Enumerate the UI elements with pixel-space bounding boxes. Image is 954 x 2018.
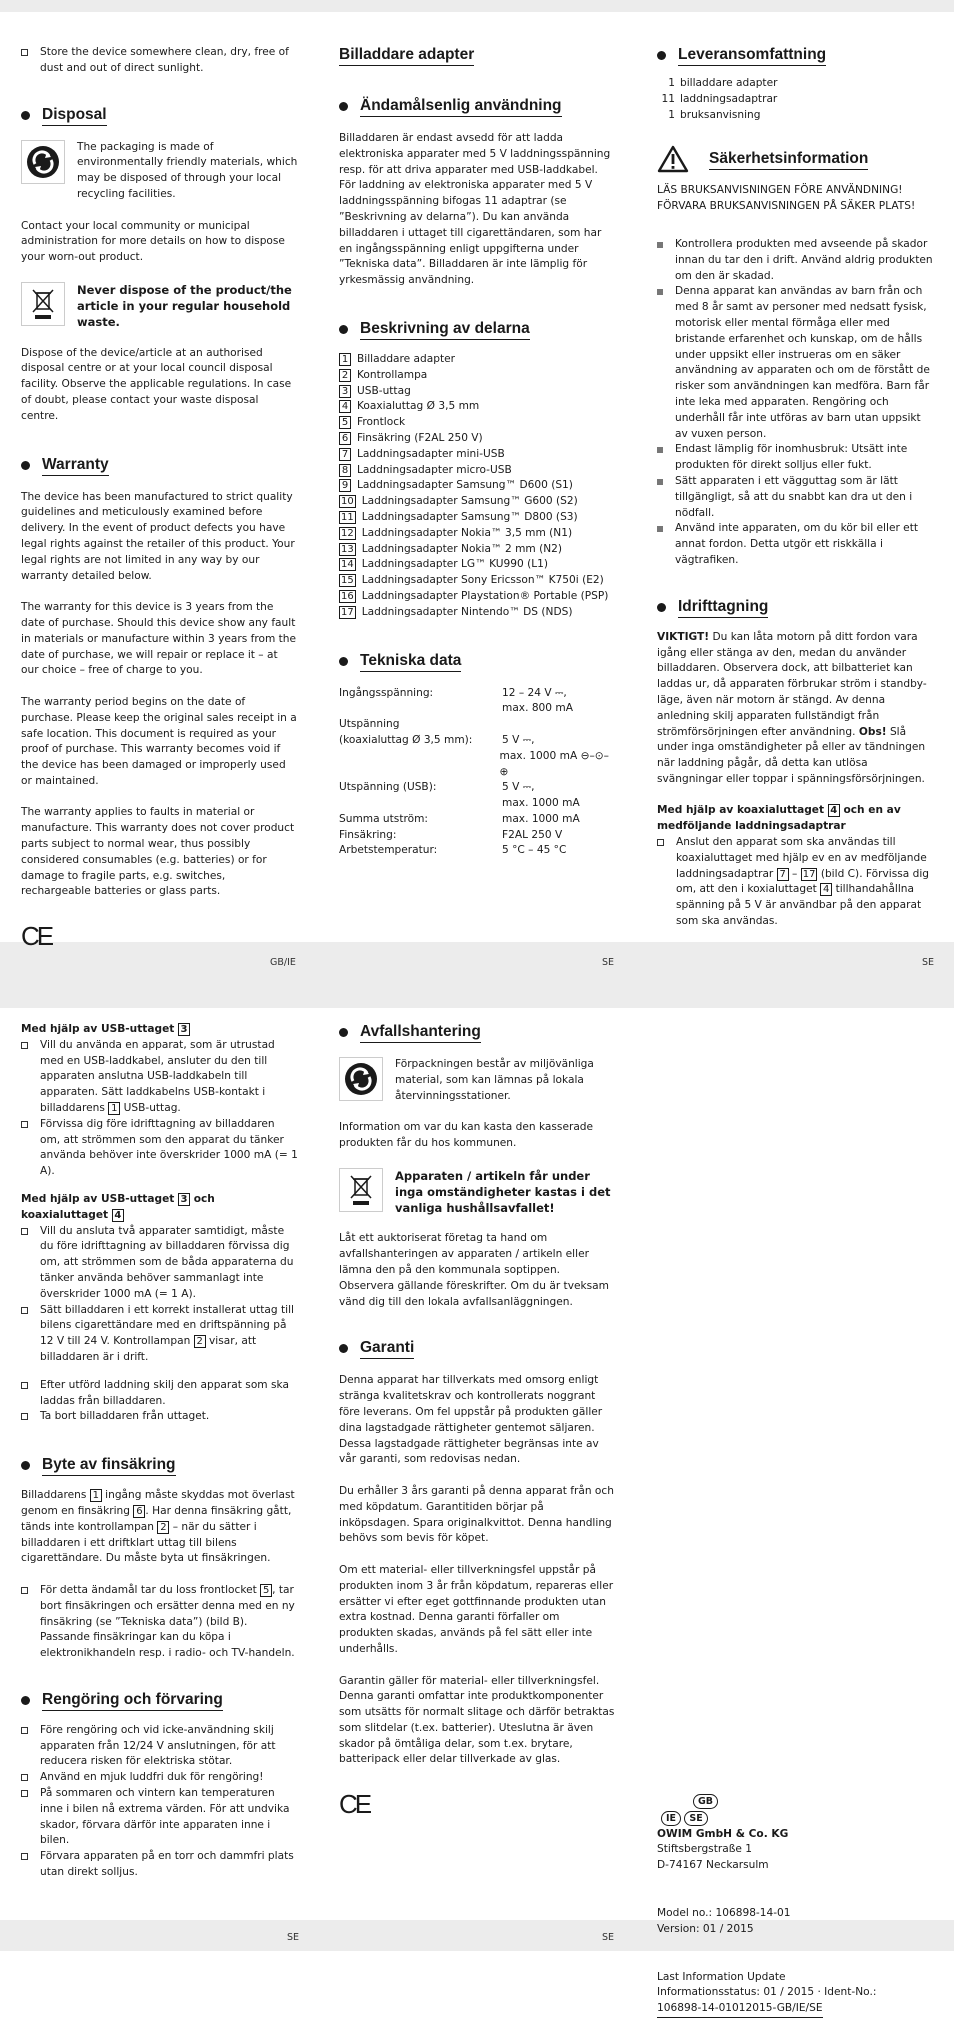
square-bullet (657, 526, 663, 532)
list-item (21, 1038, 298, 1117)
checkbox-bullet (21, 1121, 28, 1128)
checkbox-bullet (21, 1727, 28, 1734)
safety-item (657, 474, 934, 521)
part-row (339, 478, 616, 494)
section-heading (339, 651, 616, 672)
part-row (339, 352, 616, 368)
info-status: Informationsstatus: 01 / 2015 · Ident-No.: (657, 1986, 877, 1999)
section-heading (339, 96, 616, 117)
ident-number: 106898-14-01012015-GB/IE/SE (657, 2001, 823, 2018)
weee-row (21, 282, 298, 330)
list-item (21, 1378, 298, 1410)
delivery-qty: 1 (668, 77, 675, 89)
ce-mark: CE (21, 921, 52, 952)
disposal-text: The packaging is made of environmentally friendly materials, which may be disposed of through your local recycling facilities. (77, 140, 298, 200)
checkbox-bullet (657, 839, 664, 846)
part-number-badge: 16 (341, 590, 354, 602)
checkbox-bullet (21, 1228, 28, 1235)
part-row (339, 431, 616, 447)
delivery-label: bruksanvisning (680, 108, 761, 121)
part-number-badge: 17 (802, 868, 816, 880)
list-item (21, 1303, 298, 1366)
safety-item (657, 521, 934, 568)
tech-row (339, 796, 616, 812)
safety-text: Denna apparat kan användas av barn från och med 8 år samt av personer med nedsatt fysisk, motorisk eller mental förmåga eller med bristande erfarenhet och kunskap, om de hålls under uppsikt eller instrueras om en säker användning av apparaten och om de förstått de risker som användningen kan medföra. Barn får inte leka med apparaten. Rengöring och underhåll får inte utföras av barn utan uppsikt av vuxen person. (675, 285, 930, 440)
part-number-badge: 6 (133, 1505, 145, 1518)
cleaning-text: Före rengöring och vid icke-användning skilj apparaten från 12/24 V anslutningen, för att reducera risken för elektriska stötar. (40, 1723, 276, 1768)
parts-title: Beskrivning av delarna (360, 319, 530, 340)
tech-row (339, 749, 616, 781)
bullet-text: Förvissa dig före idrifttagning av billaddaren om, att strömmen som den apparat du tänker använda behöver inte överskrider 1000 mA (= 1 A). (40, 1117, 298, 1178)
safety-title: Säkerhetsinformation (709, 149, 868, 170)
part-number-badge: 13 (341, 543, 354, 555)
coax-instruction (676, 835, 934, 930)
list-item (21, 1409, 298, 1425)
safety-text: Sätt apparaten i ett vägguttag som är lätt tillgängligt, så att du snabbt kan dra ut den i nödfall. (675, 474, 913, 519)
part-number-badge: 10 (341, 496, 354, 508)
part-number-badge: 2 (157, 1521, 169, 1534)
text-run: . Har denna finsäkring gått, tänds inte kontrollampan (21, 1504, 292, 1533)
bullet-text: Ta bort billaddaren från uttaget. (40, 1410, 210, 1423)
tech-data-table (339, 686, 616, 860)
tech-row (339, 812, 616, 828)
cleaning-title: Rengöring och förvaring (42, 1690, 223, 1711)
usb-coax-subheading (21, 1192, 298, 1224)
part-label: Billaddare adapter (357, 352, 455, 365)
guarantee-paragraph: Om ett material- eller tillverkningsfel uppstår på produkten inom 3 år från köpdatum, repareras eller ersätter vi efter eget gottfinnande produkten utan extra kostnad. Denna garanti förfaller om produkten skadas, används på fel sätt eller inte underhålls. (339, 1563, 614, 1655)
safety-heading (657, 145, 934, 173)
bullet-text: Store the device somewhere clean, dry, free of dust and out of direct sunlight. (40, 46, 289, 74)
part-number-badge: 15 (341, 575, 354, 587)
part-number-badge: 4 (820, 883, 832, 896)
bottom-mid-column (339, 1022, 616, 1818)
part-label: Finsäkring (F2AL 250 V) (357, 431, 483, 444)
delivery-item (657, 92, 934, 108)
list-item (21, 1583, 298, 1662)
bullet-dot-icon (339, 325, 348, 334)
part-label: Laddningsadapter micro-USB (357, 463, 512, 476)
checkbox-bullet (21, 1853, 28, 1860)
recycle-icon (339, 1057, 383, 1101)
checkbox-bullet (21, 49, 28, 56)
crossed-bin-icon (339, 1168, 383, 1212)
never-dispose-warning: Never dispose of the product/the article in your regular household waste. (77, 282, 292, 329)
usb-subheading (21, 1022, 298, 1038)
tech-key: Summa utström: (339, 812, 428, 825)
bullet-dot-icon (21, 111, 30, 120)
fuse-title: Byte av finsäkring (42, 1455, 176, 1476)
part-row (339, 589, 616, 605)
part-number-badge: 8 (339, 464, 351, 477)
part-number-badge: 17 (341, 606, 354, 618)
delivery-item (657, 108, 934, 124)
waste-title: Avfallshantering (360, 1022, 481, 1043)
recycle-row (21, 140, 298, 203)
text-run: Med hjälp av USB-uttaget (21, 1192, 175, 1205)
bullet-dot-icon (21, 461, 30, 470)
part-row (339, 573, 616, 589)
warning-triangle-icon (657, 145, 689, 173)
bullet-text (40, 1303, 298, 1366)
list-item (21, 1117, 298, 1180)
part-number-badge: 7 (339, 448, 351, 461)
country-badge: SE (684, 1811, 707, 1826)
tech-value: 12 – 24 V ⎓, (502, 686, 567, 699)
page-footer-label: SE (602, 957, 615, 968)
delivery-title: Leveransomfattning (678, 45, 826, 66)
delivery-label: billaddare adapter (680, 77, 778, 89)
tech-value: 5 V ⎓, (502, 781, 535, 794)
part-number-badge: 5 (339, 416, 351, 429)
part-number-badge: 2 (339, 369, 351, 382)
text-run: ingång måste skyddas mot överlast genom en finsäkring (21, 1489, 295, 1517)
square-bullet (657, 479, 663, 485)
part-number-badge: 7 (777, 868, 789, 881)
tech-value: max. 1000 mA ⊖–⊙–⊕ (499, 749, 609, 778)
part-label: Laddningsadapter Samsung™ D600 (S1) (357, 479, 573, 492)
cleaning-item (21, 1723, 298, 1770)
text-run: Med hjälp av USB-uttaget (21, 1023, 175, 1035)
section-heading (339, 1022, 616, 1043)
safety-item (657, 237, 934, 284)
tech-value: F2AL 250 V (502, 828, 563, 841)
cleaning-item (21, 1770, 298, 1786)
tech-key: Ingångsspänning: (339, 686, 434, 699)
part-label: Laddningsadapter Nintendo™ DS (NDS) (361, 605, 573, 618)
section-heading (21, 1455, 298, 1476)
bullet-dot-icon (339, 657, 348, 666)
country-badges (657, 1811, 934, 1827)
product-title: Billaddare adapter (339, 45, 474, 66)
section-heading (21, 105, 298, 126)
part-label: Laddningsadapter Playstation® Portable (PSP) (361, 589, 609, 602)
tech-value: 5 °C – 45 °C (502, 844, 567, 857)
list-item (21, 45, 298, 77)
tech-key: Utspänning (339, 718, 400, 731)
page-footer-label: GB/IE (270, 957, 296, 968)
part-number-badge: 14 (341, 559, 354, 571)
bullet-dot-icon (21, 1696, 30, 1705)
text-run: Vill du använda en apparat, som är utrustad med en USB-laddkabel, ansluter du den till apparaten anslutna USB-laddkabeln till apparaten. Sätt laddkabelns USB-kontakt i billaddarens (40, 1038, 275, 1114)
tech-row (339, 701, 616, 717)
part-row (339, 542, 616, 558)
part-number-badge: 12 (341, 527, 354, 539)
part-label: Laddningsadapter mini-USB (357, 447, 505, 460)
dispose-authorised: Dispose of the device/article at an authorised disposal centre or at your local council disposal facility. Observe the applicable regulations. In case of doubt, please contact your waste disposal centre. (21, 346, 292, 422)
safety-item (657, 442, 934, 474)
section-heading (21, 1690, 298, 1711)
country-badges (657, 1794, 934, 1810)
bullet-text (40, 1038, 298, 1117)
waste-authorised: Låt ett auktoriserat företag ta hand om avfallshanteringen av apparaten / artikeln eller lämna den på den kommunala soptippen. (339, 1232, 589, 1276)
part-number-badge: 3 (339, 385, 351, 398)
weee-row (339, 1168, 616, 1216)
disposal-title: Disposal (42, 105, 107, 126)
tech-key (339, 796, 502, 812)
tech-row (339, 717, 616, 733)
checkbox-bullet (21, 1587, 28, 1594)
warranty-paragraph: The warranty applies to faults in material or manufacture. This warranty does not cover product parts subject to normal wear, thus possibly considered consumables (e.g. batteries) or for damage to fragile parts, e.g. switches, rechargeable batteries or glass parts. (21, 806, 295, 898)
tech-data-title: Tekniska data (360, 651, 461, 672)
warranty-paragraph: The warranty for this device is 3 years from the date of purchase. Should this device show any fault in materials or manufacture within 3 years from the date of purchase, we will repair or replace it – at our choice – free of charge to you. (21, 601, 297, 677)
bullet-dot-icon (339, 102, 348, 111)
part-number-badge: 2 (194, 1335, 206, 1348)
delivery-label: laddningsadaptrar (680, 92, 778, 105)
part-number-badge: 4 (339, 400, 351, 413)
bullet-text: Vill du ansluta två apparater samtidigt, måste du före idrifttagning av billaddaren förvissa dig om, att strömmen som de båda apparaterna du tänker använda behöver sammanlagt inte överskrider 1000 mA (= 1 A). (40, 1224, 294, 1300)
top-mid-column (339, 45, 616, 859)
top-left-column (21, 45, 298, 950)
part-label: Laddningsadapter Nokia™ 2 mm (N2) (361, 542, 563, 555)
list-item (21, 1224, 298, 1303)
text-run: – (792, 867, 798, 880)
part-number-badge: 6 (339, 432, 351, 445)
tech-value: max. 1000 mA (502, 797, 580, 810)
checkbox-bullet (21, 1042, 28, 1049)
text-run: , tar bort finsäkringen och ersätter denna med en ny finsäkring (se ”Tekniska data”) (bild B). Passande finsäkringar kan du köpa i elektronikhandeln resp. i radio- och TV-handeln. (40, 1583, 295, 1660)
bullet-text: Efter utförd laddning skilj den apparat som ska laddas från billaddaren. (40, 1378, 289, 1407)
section-heading (21, 455, 298, 476)
never-dispose-warning: Apparaten / artikeln får under inga omständigheter kastas i det vanliga hushållsavfallet! (395, 1168, 611, 1215)
disposal-contact: Contact your local community or municipal administration for more details on how to dispose your worn-out product. (21, 219, 285, 264)
checkbox-bullet (21, 1774, 28, 1781)
part-number-badge: 11 (341, 511, 354, 523)
bullet-dot-icon (657, 603, 666, 612)
delivery-qty: 1 (668, 108, 675, 121)
coax-head-text: Med hjälp av koaxialuttaget (657, 804, 825, 817)
part-label: Kontrollampa (357, 368, 428, 381)
part-number-badge: 4 (112, 1209, 124, 1222)
part-number-badge: 1 (339, 353, 351, 366)
guarantee-title: Garanti (360, 1338, 414, 1359)
text-run: USB-uttag. (123, 1101, 181, 1114)
warranty-paragraph: The warranty period begins on the date of purchase. Please keep the original sales receipt in a safe location. This document is required as your proof of purchase. This warranty becomes void if the device has been damaged or improperly used or maintained. (21, 695, 297, 787)
important-label: VIKTIGT! (657, 630, 710, 643)
part-row (339, 368, 616, 384)
tech-row (339, 733, 616, 749)
checkbox-bullet (21, 1790, 28, 1797)
tech-key (339, 701, 502, 717)
part-row (339, 447, 616, 463)
delivery-list (657, 76, 934, 123)
startup-title: Idrifttagning (678, 597, 768, 618)
tech-row (339, 686, 616, 702)
delivery-qty: 11 (661, 92, 675, 105)
cleaning-item (21, 1786, 298, 1849)
coax-head-text: och en av medföljande laddningsadaptrar (657, 804, 901, 833)
cleaning-list (21, 1723, 298, 1881)
country-badge: IE (661, 1811, 681, 1826)
warranty-paragraph: The device has been manufactured to strict quality guidelines and meticulously examined before delivery. In the event of product defects you have legal rights against the retailer of this product. Your legal rights are not limited in any way by our warranty detailed below. (21, 490, 295, 582)
part-label: Laddningsadapter LG™ KU990 (L1) (361, 558, 549, 571)
tech-value: max. 1000 mA (502, 812, 580, 825)
checkbox-bullet (21, 1382, 28, 1389)
model-number: Model no.: 106898-14-01 (657, 1906, 791, 1919)
text-run: (bild C). Förvissa dig om, att den i koxialuttaget (676, 867, 929, 896)
tech-row (339, 828, 616, 844)
fuse-text (21, 1488, 298, 1567)
tech-key: Utspänning (USB): (339, 781, 437, 794)
tech-row (339, 780, 616, 796)
part-number-badge: 1 (108, 1102, 120, 1115)
waste-text: Förpackningen består av miljövänliga material, som kan lämnas på lokala återvinningsstationer. (395, 1058, 594, 1102)
company-city: D-74167 Neckarsulm (657, 1859, 769, 1872)
text-run: För detta ändamål tar du loss frontlocket (40, 1583, 257, 1596)
obs-label: Obs! (858, 725, 887, 738)
cleaning-text: På sommaren och vintern kan temperaturen inne i bilen nå extrema värden. För att undvika skador, förvara därför inte apparaten inne i bilen. (40, 1787, 290, 1847)
safety-caps-notice: LÄS BRUKSANVISNINGEN FÖRE ANVÄNDNING! FÖRVARA BRUKSANVISNINGEN PÅ SÄKER PLATS! (657, 184, 916, 213)
part-number-badge: 1 (90, 1489, 102, 1502)
warranty-title: Warranty (42, 455, 109, 476)
delivery-item (657, 76, 934, 92)
part-label: Frontlock (357, 416, 406, 429)
part-label: Laddningsadapter Samsung™ G600 (S2) (361, 495, 578, 508)
waste-info: Information om var du kan kasta den kasserade produkten får du hos kommunen. (339, 1121, 594, 1149)
bullet-dot-icon (339, 1344, 348, 1353)
bullet-dot-icon (21, 1461, 30, 1470)
page-separator-band (0, 942, 954, 1008)
bottom-right-column (657, 1794, 934, 2018)
part-row (339, 526, 616, 542)
top-right-column (657, 45, 934, 930)
last-update-label: Last Information Update (657, 1970, 786, 1983)
page-footer-label: SE (602, 1932, 615, 1943)
part-number-badge: 9 (339, 479, 351, 492)
cleaning-item (21, 1849, 298, 1881)
part-number-badge: 3 (178, 1023, 190, 1036)
cleaning-text: Förvara apparaten på en torr och dammfri plats utan direkt solljus. (40, 1850, 294, 1879)
section-heading (657, 45, 934, 66)
part-label: Laddningsadapter Nokia™ 3,5 mm (N1) (361, 526, 573, 539)
section-heading (339, 1338, 616, 1359)
text-run: tillhandahållna spänning på 5 V är användbar på den apparat som ska användas. (676, 883, 922, 928)
waste-observe: Observera gällande föreskrifter. Om du är tveksam vänd dig till den lokala avfallsanläggningen. (339, 1279, 609, 1308)
page-footer-label: SE (922, 957, 935, 968)
part-number-badge: 4 (828, 804, 840, 817)
intended-use-text: Billaddaren är endast avsedd för att ladda elektroniska apparater med 5 V laddningsspänning resp. för att driva apparater med USB-laddkabel. För laddning av elektroniska apparater med 5 V laddningsspänning bifogas 11 adaptrar (se ”Beskrivning av delarna”). Du kan använda billaddaren i uttaget till cigarettändaren, som har en ingångsspänning enligt uppgifterna under ”Tekniska data”. Billaddaren är inte lämplig för yrkesmässig användning. (339, 132, 611, 287)
tech-key: Arbetstemperatur: (339, 844, 438, 857)
text-run: visar, att billaddaren är i drift. (40, 1335, 257, 1363)
text-run: Sätt billaddaren i ett korrekt installerat uttag till bilens cigarettändare med en driftspänning på 12 V till 24 V. Kontrollampan (40, 1303, 294, 1348)
part-row (339, 510, 616, 526)
text-run: – när du sätter i billaddaren i ett driftklart uttag till bilens cigarettändare. Du måste byta ut finsäkringen. (21, 1520, 271, 1565)
safety-list (657, 237, 934, 569)
list-item (657, 835, 934, 930)
part-label: Laddningsadapter Samsung™ D800 (S3) (361, 510, 578, 523)
square-bullet (657, 242, 663, 248)
guarantee-paragraph: Garantin gäller för material- eller tillverkningsfel. Denna garanti omfattar inte produktkomponenter som utsätts för normalt slitage och därför betraktas som slitdelar (t.ex. batterier). Uteslutna är även skador på ömtåliga delar, som t.ex. brytare, batteripack eller delar tillverkade av glas. (339, 1674, 615, 1766)
part-label: Laddningsadapter Sony Ericsson™ K750i (E2) (361, 574, 604, 587)
bullet-dot-icon (339, 1028, 348, 1037)
recycle-icon (21, 140, 65, 184)
section-heading (657, 597, 934, 618)
square-bullet (657, 289, 663, 295)
startup-body: Du kan låta motorn på ditt fordon vara igång eller stänga av den, medan du använder billaddaren. Observera dock, att bilbatteriet kan laddas ur, då apparaten förbrukar ström i standby-läge, även när motorn är stängd. Av denna anledning skilj apparaten fullständigt från strömförsörjningen efter användning. (657, 630, 927, 738)
tech-key: (koaxialuttag Ø 3,5 mm): (339, 733, 473, 746)
parts-list (339, 352, 616, 621)
part-row (339, 463, 616, 479)
part-row (339, 605, 616, 621)
bullet-dot-icon (657, 51, 666, 60)
part-label: USB-uttag (357, 384, 411, 397)
text-run: Anslut den apparat som ska användas till koaxialuttaget med hjälp ev en av medföljande laddningsadaptrar (676, 836, 927, 880)
tech-value: 5 V ⎓, (502, 733, 535, 746)
guarantee-paragraph: Du erhåller 3 års garanti på denna apparat från och med köpdatum. Garantitiden börjar på inköpsdagen. Spara originalkvittot. Denna handling behövs som bevis för köpet. (339, 1484, 614, 1545)
text-run: Billaddarens (21, 1489, 87, 1502)
bullet-text (40, 1583, 298, 1662)
safety-text: Endast lämplig för inomhusbruk: Utsätt inte produkten för direkt solljus eller fukt. (675, 443, 908, 472)
company-street: Stiftsbergstraße 1 (657, 1843, 752, 1856)
part-number-badge: 3 (178, 1193, 190, 1206)
coax-subheading (657, 803, 934, 835)
part-row (339, 557, 616, 573)
page-footer-label: SE (287, 1932, 300, 1943)
safety-text: Använd inte apparaten, om du kör bil eller ett annat fordon. Detta utgör ett riskkälla i vägtrafiken. (675, 522, 919, 566)
tech-key (339, 749, 500, 781)
startup-text (657, 630, 934, 788)
part-row (339, 494, 616, 510)
text-run: och koaxialuttaget (21, 1192, 215, 1221)
bottom-left-column (21, 1022, 298, 1881)
square-bullet (657, 447, 663, 453)
safety-text: Kontrollera produkten med avseende på skador innan du tar den i drift. Använd aldrig produkten om den är skadad. (675, 237, 933, 282)
tech-value: max. 800 mA (502, 702, 573, 715)
cleaning-text: Använd en mjuk luddfri duk för rengöring! (40, 1771, 264, 1784)
tech-key: Finsäkring: (339, 828, 397, 841)
tech-row (339, 843, 616, 859)
crossed-bin-icon (21, 282, 65, 326)
country-badge: GB (693, 1794, 718, 1809)
part-label: Koaxialuttag Ø 3,5 mm (357, 400, 480, 413)
checkbox-bullet (21, 1413, 28, 1420)
intended-use-title: Ändamålsenlig användning (360, 96, 562, 117)
part-row (339, 399, 616, 415)
ce-mark: CE (339, 1789, 370, 1820)
section-heading (339, 319, 616, 340)
startup-body-2: Slå under inga omständigheter på eller av tändningen när laddning pågår, då detta kan utlösa svängningar eller toppar i spänningsförsörjningen. (657, 725, 926, 785)
part-row (339, 415, 616, 431)
company-name: OWIM GmbH & Co. KG (657, 1827, 789, 1840)
part-number-badge: 5 (260, 1584, 272, 1597)
checkbox-bullet (21, 1307, 28, 1314)
recycle-row (339, 1057, 616, 1104)
version: Version: 01 / 2015 (657, 1922, 754, 1935)
part-row (339, 384, 616, 400)
top-band (0, 0, 954, 12)
safety-item (657, 284, 934, 442)
guarantee-paragraph: Denna apparat har tillverkats med omsorg enligt stränga kvalitetskrav och kontrollerats noggrant före leverans. Om fel uppstår på produkten gäller dina lagstadgade rättigheter gentemot säljaren. Dessa lagstadgade rättigheter begränsas inte av vår garanti, som redovisas nedan. (339, 1374, 603, 1466)
